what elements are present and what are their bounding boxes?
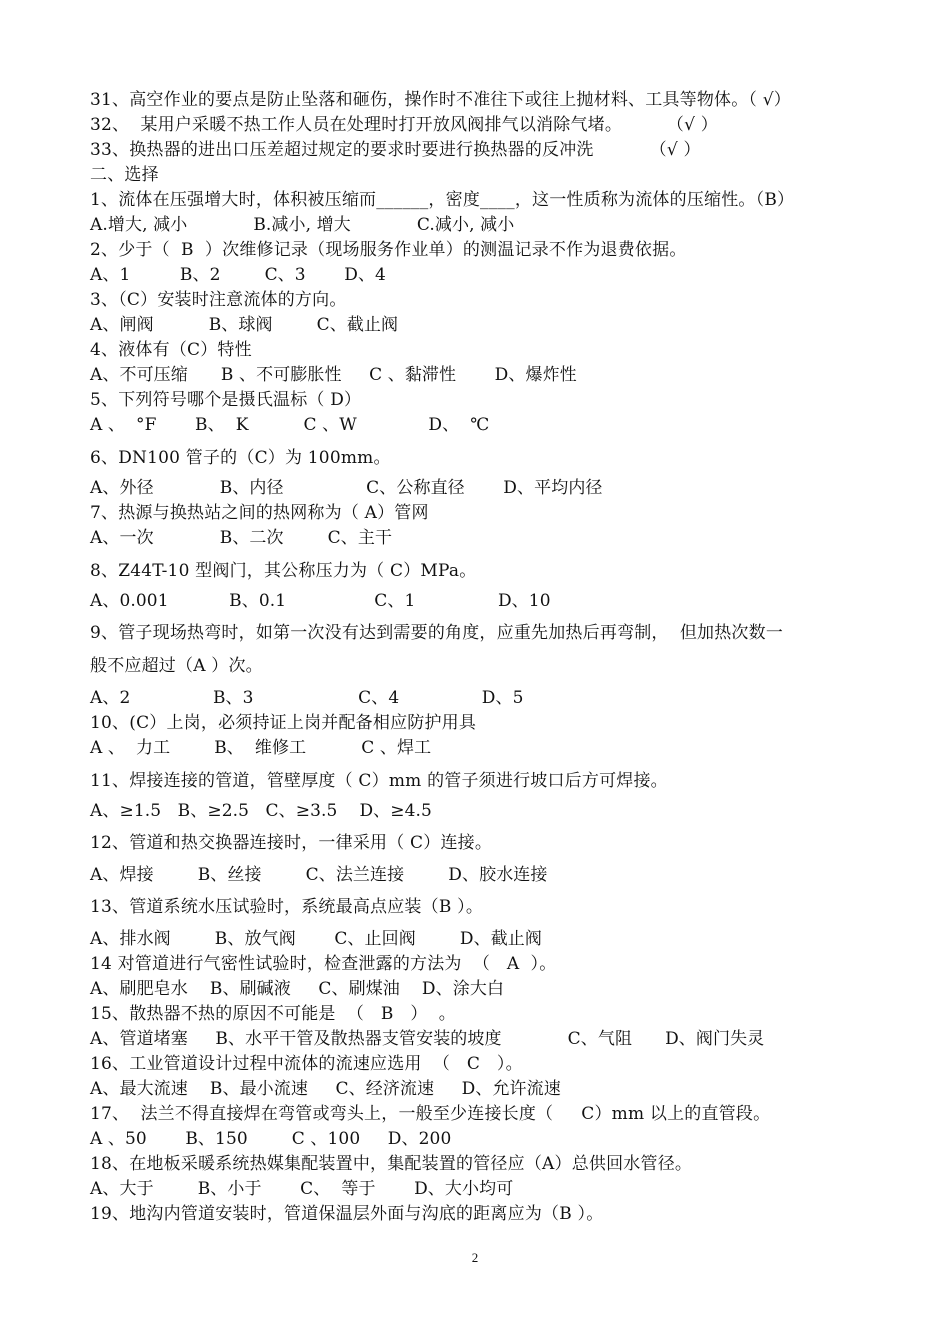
question-line: 10、(C）上岗，必须持证上岗并配备相应防护用具 [90, 713, 477, 733]
answer-options-line: A、最大流速 B、最小流速 C、经济流速 D、允许流速 [90, 1079, 561, 1099]
answer-options-line: A、排水阀 B、放气阀 C、止回阀 D、截止阀 [90, 929, 542, 949]
question-line: 8、Z44T-10 型阀门，其公称压力为（ C）MPa。 [90, 561, 477, 581]
answer-options-line: A、闸阀 B、球阀 C、截止阀 [90, 315, 399, 335]
answer-options-line: A、不可压缩 B 、不可膨胀性 C 、黏滞性 D、爆炸性 [90, 365, 577, 385]
question-line: 33、换热器的进出口压差超过规定的要求时要进行换热器的反冲洗 （√ ） [90, 140, 701, 160]
question-line: 般不应超过（A ）次。 [90, 656, 263, 676]
answer-options-line: A、焊接 B、丝接 C、法兰连接 D、胶水连接 [90, 865, 548, 885]
question-line: 5、下列符号哪个是摄氏温标（ D） [90, 390, 362, 410]
question-line: 13、管道系统水压试验时，系统最高点应装（B ）。 [90, 897, 484, 917]
answer-options-line: A、一次 B、二次 C、主干 [90, 528, 393, 548]
question-line: 12、管道和热交换器连接时，一律采用（ C）连接。 [90, 833, 493, 853]
question-line: 15、散热器不热的原因不可能是 （ B ） 。 [90, 1004, 456, 1024]
answer-options-line: A、管道堵塞 B、水平干管及散热器支管安装的坡度 C、气阻 D、阀门失灵 [90, 1029, 765, 1049]
question-line: 16、工业管道设计过程中流体的流速应选用 （ C ）。 [90, 1054, 523, 1074]
answer-options-line: A、2 B、3 C、4 D、5 [90, 688, 524, 708]
section-heading: 二、选择 [90, 165, 159, 185]
answer-options-line: A、≥1.5 B、≥2.5 C、≥3.5 D、≥4.5 [90, 801, 432, 821]
answer-options-line: A.增大, 减小 B.减小, 增大 C.减小, 减小 [90, 215, 515, 235]
answer-options-line: A 、 力工 B、 维修工 C 、焊工 [90, 738, 432, 758]
question-line: 17、 法兰不得直接焊在弯管或弯头上，一般至少连接长度（ C）mm 以上的直管段。 [90, 1104, 771, 1124]
question-line: 1、流体在压强增大时，体积被压缩而______，密度____，这一性质称为流体的压缩性。（B） [90, 190, 795, 210]
question-line: 4、液体有（C）特性 [90, 340, 252, 360]
question-line: 19、地沟内管道安装时，管道保温层外面与沟底的距离应为（B ）。 [90, 1204, 604, 1224]
answer-options-line: A、外径 B、内径 C、公称直径 D、平均内径 [90, 478, 603, 498]
answer-options-line: A、1 B、2 C、3 D、4 [90, 265, 386, 285]
question-line: 3、（C）安装时注意流体的方向。 [90, 290, 347, 310]
page-number: 2 [471, 1250, 479, 1265]
question-line: 11、焊接连接的管道，管壁厚度（ C）mm 的管子须进行坡口后方可焊接。 [90, 771, 668, 791]
question-line: 9、管子现场热弯时，如第一次没有达到需要的角度，应重先加热后再弯制， 但加热次数一 [90, 623, 784, 643]
question-line: 7、热源与换热站之间的热网称为（ A）管网 [90, 503, 429, 523]
question-line: 18、在地板采暖系统热媒集配装置中，集配装置的管径应（A）总供回水管径。 [90, 1154, 693, 1174]
answer-options-line: A、0.001 B、0.1 C、1 D、10 [90, 591, 551, 611]
question-line: 14 对管道进行气密性试验时，检查泄露的方法为 （ A ）。 [90, 954, 557, 974]
question-line: 32、 某用户采暖不热工作人员在处理时打开放风阀排气以消除气堵。 （√ ） [90, 115, 718, 135]
answer-options-line: A、刷肥皂水 B、刷碱液 C、刷煤油 D、涂大白 [90, 979, 505, 999]
answer-options-line: A 、50 B、150 C 、100 D、200 [90, 1129, 452, 1149]
question-line: 6、DN100 管子的（C）为 100mm。 [90, 448, 391, 468]
answer-options-line: A 、 °F B、 K C 、W D、 ℃ [90, 415, 490, 435]
question-line: 31、高空作业的要点是防止坠落和砸伤，操作时不准往下或往上抛材料、工具等物体。（ √） [90, 90, 791, 110]
question-line: 2、少于（ B ）次维修记录（现场服务作业单）的测温记录不作为退费依据。 [90, 240, 687, 260]
answer-options-line: A、大于 B、小于 C、 等于 D、大小均可 [90, 1179, 514, 1199]
